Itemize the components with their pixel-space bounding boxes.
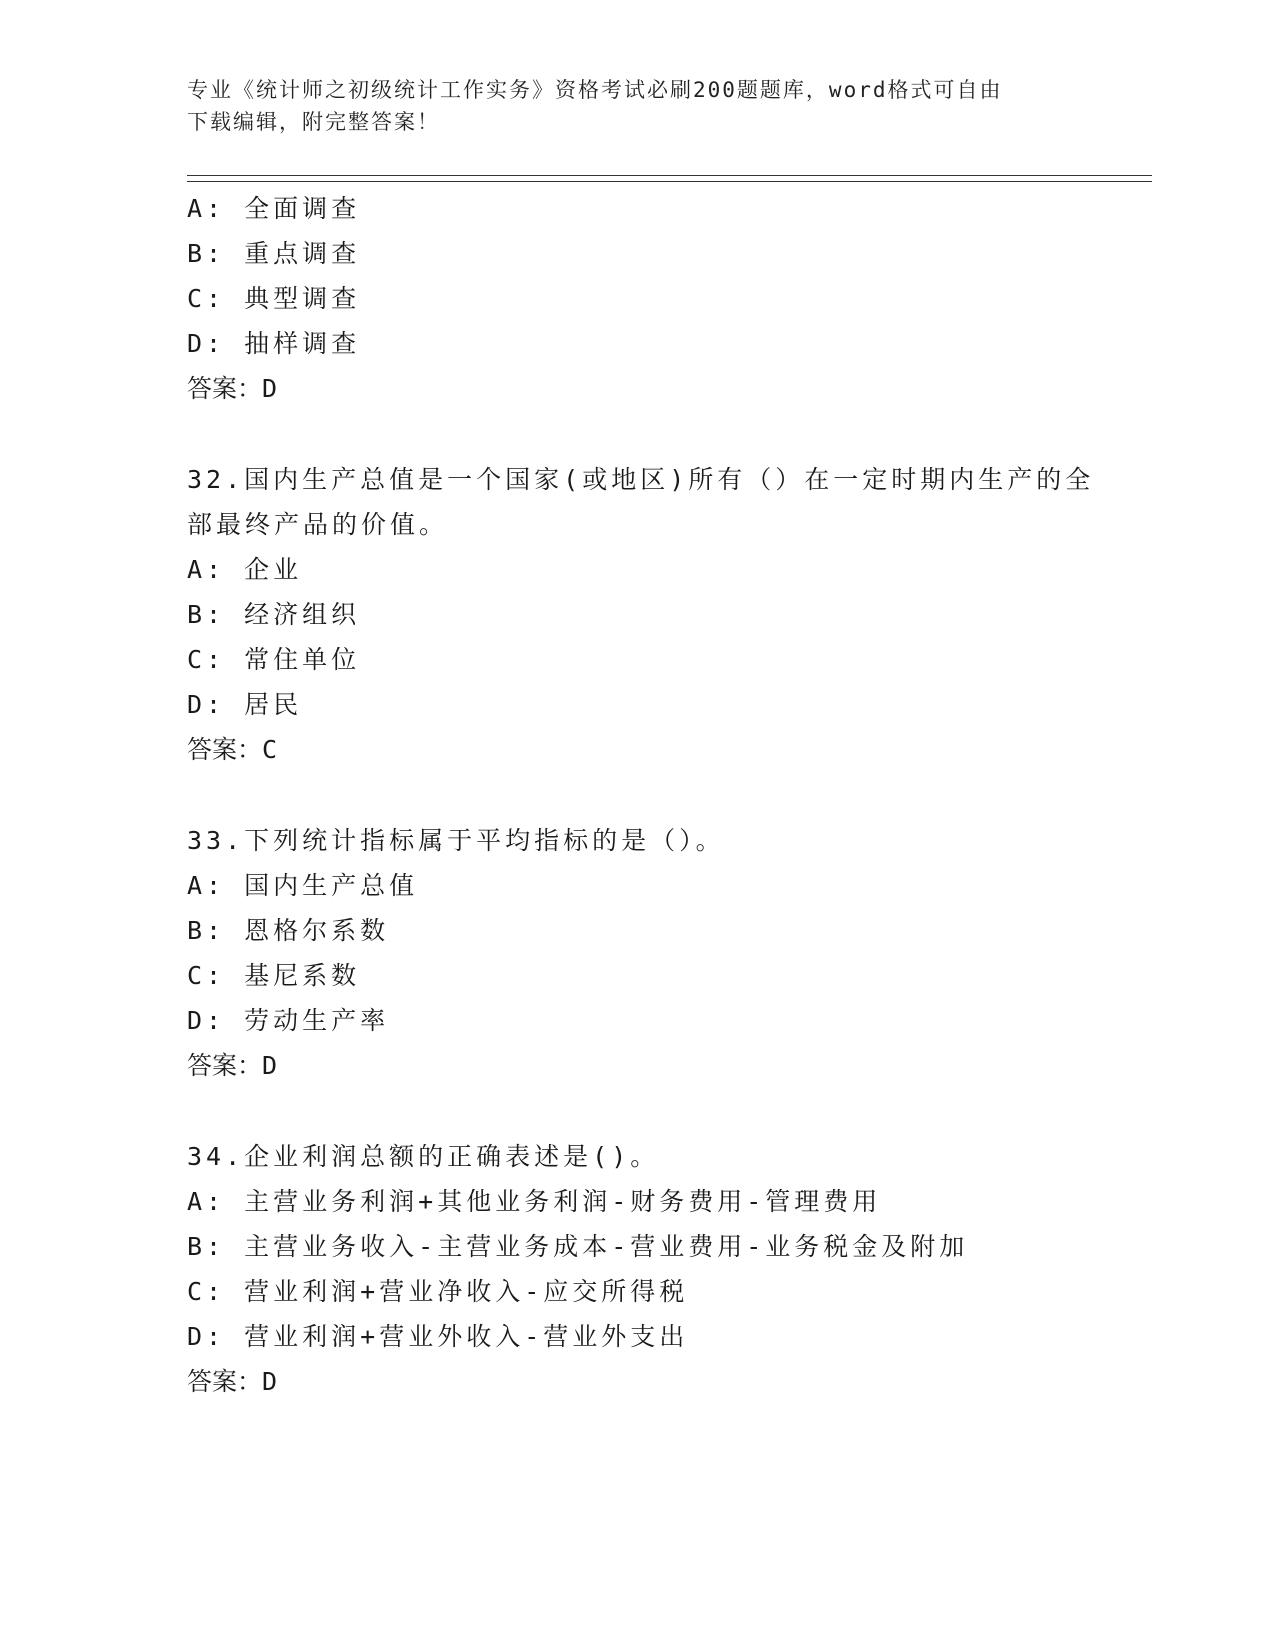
q33-stem-line-1: 33.下列统计指标属于平均指标的是（）。 <box>187 826 725 855</box>
q33-answer: 答案：D <box>187 1051 278 1080</box>
q34-option-c: C: 营业利润+营业净收入-应交所得税 <box>187 1277 689 1306</box>
q31-option-b: B: 重点调查 <box>187 239 361 268</box>
q32-option-b: B: 经济组织 <box>187 600 361 629</box>
q32-option-a: A: 企业 <box>187 555 303 584</box>
q32-stem-line-2: 部最终产品的价值。 <box>187 510 449 539</box>
document-header <box>187 74 1067 138</box>
q34-option-d: D: 营业利润+营业外收入-营业外支出 <box>187 1322 689 1351</box>
q31-answer: 答案：D <box>187 374 278 403</box>
header-line-1: 专业《统计师之初级统计工作实务》资格考试必刷200题题库，word格式可自由 <box>187 78 1003 102</box>
q31-option-c: C: 典型调查 <box>187 284 361 313</box>
q34-option-b: B: 主营业务收入-主营业务成本-营业费用-业务税金及附加 <box>187 1232 969 1261</box>
q34-stem-line-1: 34.企业利润总额的正确表述是()。 <box>187 1142 660 1171</box>
q31-option-d: D: 抽样调查 <box>187 329 361 358</box>
header-rule-bottom <box>187 181 1152 182</box>
q32-option-c: C: 常住单位 <box>187 645 361 674</box>
header-line-2: 下载编辑，附完整答案！ <box>187 110 440 134</box>
header-rule-top <box>187 175 1152 176</box>
q33-option-a: A: 国内生产总值 <box>187 871 419 900</box>
q33-option-c: C: 基尼系数 <box>187 961 361 990</box>
q32-stem-line-1: 32.国内生产总值是一个国家(或地区)所有（）在一定时期内生产的全 <box>187 465 1095 494</box>
q32-option-d: D: 居民 <box>187 690 303 719</box>
q34-option-a: A: 主营业务利润+其他业务利润-财务费用-管理费用 <box>187 1187 882 1216</box>
q31-option-a: A: 全面调查 <box>187 194 361 223</box>
q32-answer: 答案：C <box>187 735 278 764</box>
q33-option-d: D: 劳动生产率 <box>187 1006 390 1035</box>
q34-answer: 答案：D <box>187 1367 278 1396</box>
q33-option-b: B: 恩格尔系数 <box>187 916 390 945</box>
